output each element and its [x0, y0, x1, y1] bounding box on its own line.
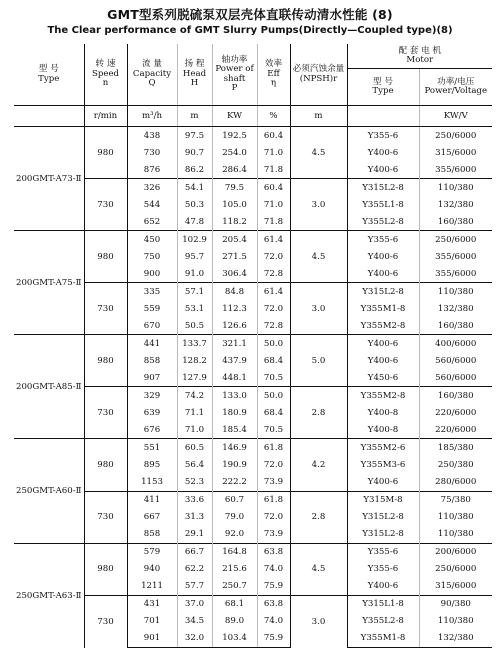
motor-type-cell: Y400-6 — [347, 248, 419, 265]
head-cell: 71.0 — [177, 421, 212, 439]
capacity-cell: 676 — [127, 421, 177, 439]
npsh-cell: 2.8 — [290, 387, 347, 439]
motor-type-cell: Y315L2-8 — [347, 509, 419, 526]
power-cell: 164.8 — [212, 543, 257, 561]
table-row — [14, 595, 492, 613]
speed-cell: 980 — [84, 127, 127, 179]
speed-cell: 730 — [84, 595, 127, 647]
head-cell: 53.1 — [177, 300, 212, 317]
table-row — [14, 543, 492, 561]
power-voltage-cell: 75/380 — [419, 491, 492, 509]
motor-type-cell: Y355-6 — [347, 561, 419, 578]
power-cell: 112.3 — [212, 300, 257, 317]
speed-cell: 730 — [84, 283, 127, 335]
power-voltage-cell: 220/6000 — [435, 407, 477, 418]
eff-cell: 63.8 — [257, 543, 290, 561]
power-cell: 92.0 — [212, 526, 257, 544]
head-cell: 97.5 — [177, 127, 212, 145]
power-voltage-cell: 250/6000 — [419, 231, 492, 249]
eff-cell: 63.8 — [257, 595, 290, 613]
power-voltage-cell: 160/380 — [437, 320, 474, 331]
unit-eff: % — [257, 106, 290, 127]
model-cell: 200GMT-A85-Ⅱ — [14, 335, 84, 439]
power-cell: 286.4 — [212, 161, 257, 179]
head-cell: 50.5 — [177, 317, 212, 335]
power-cell: 89.0 — [212, 613, 257, 630]
power-voltage-cell: 355/6000 — [435, 268, 477, 279]
capacity-cell: 858 — [127, 352, 177, 369]
motor-type-cell: Y400-6 — [347, 578, 419, 596]
speed-cell: 730 — [84, 387, 127, 439]
power-cell: 103.4 — [212, 630, 257, 648]
eff-cell: 61.4 — [257, 283, 290, 301]
power-voltage-cell: 315/6000 — [435, 581, 477, 592]
power-cell: 222.2 — [212, 474, 257, 492]
motor-type-cell: Y355M1-8 — [347, 300, 419, 317]
head-cell: 57.7 — [177, 578, 212, 596]
capacity-cell: 858 — [127, 526, 177, 544]
motor-type-cell: Y315L1-8 — [347, 595, 419, 613]
head-cell: 37.0 — [177, 595, 212, 613]
motor-type-cell: Y355L2-8 — [347, 213, 419, 231]
header-row-1 — [14, 44, 492, 69]
power-cell: 321.1 — [212, 335, 257, 353]
capacity-cell: 639 — [127, 404, 177, 421]
power-cell: 79.0 — [212, 509, 257, 526]
npsh-cell: 4.5 — [290, 127, 347, 179]
speed-cell: 730 — [84, 491, 127, 543]
power-cell: 133.0 — [212, 387, 257, 405]
unit-capacity: m³/h — [127, 106, 177, 127]
power-voltage-cell: 160/380 — [419, 387, 492, 405]
power-cell: 180.9 — [212, 404, 257, 421]
speed-cell: 980 — [84, 543, 127, 595]
capacity-cell: 940 — [127, 561, 177, 578]
power-voltage-cell: 250/6000 — [419, 127, 492, 145]
head-cell: 133.7 — [177, 335, 212, 353]
header-motor-type: 型 号 Type — [347, 69, 419, 106]
head-cell: 33.6 — [177, 491, 212, 509]
unit-motor-type — [347, 106, 419, 127]
head-cell: 47.8 — [177, 213, 212, 231]
power-voltage-cell: 560/6000 — [435, 355, 477, 366]
power-voltage-cell: 90/380 — [419, 595, 492, 613]
motor-type-cell: Y355-6 — [347, 231, 419, 249]
npsh-cell: 4.5 — [290, 231, 347, 283]
head-cell: 52.3 — [177, 474, 212, 492]
performance-table-body — [14, 127, 492, 648]
power-cell: 205.4 — [212, 231, 257, 249]
capacity-cell: 335 — [127, 283, 177, 301]
capacity-cell: 1211 — [127, 578, 177, 596]
power-voltage-cell: 200/6000 — [419, 543, 492, 561]
capacity-cell: 326 — [127, 179, 177, 197]
capacity-cell: 750 — [127, 248, 177, 265]
header-speed: 转 速 Speed n — [84, 44, 127, 106]
motor-type-cell: Y315M-8 — [347, 491, 419, 509]
power-voltage-cell: 110/380 — [419, 179, 492, 197]
power-cell: 185.4 — [212, 421, 257, 439]
capacity-cell: 559 — [127, 300, 177, 317]
head-cell: 29.1 — [177, 526, 212, 544]
power-cell: 306.4 — [212, 265, 257, 283]
capacity-cell: 652 — [127, 213, 177, 231]
eff-cell: 50.0 — [257, 335, 290, 353]
power-cell: 118.2 — [212, 213, 257, 231]
motor-type-cell: Y400-6 — [347, 144, 419, 161]
eff-cell: 68.4 — [257, 352, 290, 369]
power-cell: 79.5 — [212, 179, 257, 197]
motor-type-cell: Y315L2-8 — [347, 283, 419, 301]
unit-power: KW — [212, 106, 257, 127]
head-cell: 57.1 — [177, 283, 212, 301]
capacity-cell: 895 — [127, 457, 177, 474]
speed-cell: 980 — [84, 231, 127, 283]
page-title-cn: GMT型系列脱硫泵双层壳体直联传动清水性能 (8) — [107, 7, 393, 22]
head-cell: 86.2 — [177, 161, 212, 179]
capacity-cell: 701 — [127, 613, 177, 630]
eff-cell: 50.0 — [257, 387, 290, 405]
eff-cell: 75.9 — [257, 630, 290, 648]
eff-cell: 60.4 — [257, 179, 290, 197]
model-cell: 200GMT-A75-Ⅱ — [14, 231, 84, 335]
power-cell: 146.9 — [212, 439, 257, 457]
motor-type-cell: Y355-6 — [347, 127, 419, 145]
motor-type-cell: Y400-6 — [347, 352, 419, 369]
power-voltage-cell: 315/6000 — [435, 147, 477, 158]
power-voltage-cell: 250/380 — [437, 460, 474, 470]
head-cell: 91.0 — [177, 265, 212, 283]
header-eff: 效率 Eff η — [257, 44, 290, 106]
unit-head: m — [177, 106, 212, 127]
power-voltage-cell: 355/6000 — [435, 251, 477, 262]
eff-cell: 73.9 — [257, 526, 290, 544]
eff-cell: 72.0 — [257, 300, 290, 317]
power-voltage-cell: 110/380 — [437, 529, 474, 540]
eff-cell: 75.9 — [257, 578, 290, 596]
head-cell: 32.0 — [177, 630, 212, 648]
speed-cell: 980 — [84, 439, 127, 491]
motor-type-cell: Y355M2-8 — [347, 317, 419, 335]
eff-cell: 73.9 — [257, 474, 290, 492]
power-cell: 271.5 — [212, 248, 257, 265]
capacity-cell: 907 — [127, 369, 177, 387]
eff-cell: 71.8 — [257, 213, 290, 231]
power-cell: 84.8 — [212, 283, 257, 301]
eff-cell: 61.8 — [257, 439, 290, 457]
head-cell: 95.7 — [177, 248, 212, 265]
motor-type-cell: Y450-6 — [347, 369, 419, 387]
model-cell: 200GMT-A73-Ⅱ — [14, 127, 84, 231]
motor-type-cell: Y355M3-6 — [347, 457, 419, 474]
motor-type-cell: Y355-6 — [347, 543, 419, 561]
npsh-cell: 3.0 — [290, 595, 347, 647]
power-voltage-cell: 132/380 — [419, 630, 492, 648]
head-cell: 34.5 — [177, 613, 212, 630]
npsh-cell: 5.0 — [290, 335, 347, 387]
eff-cell: 61.8 — [257, 491, 290, 509]
motor-type-cell: Y315L2-8 — [347, 179, 419, 197]
power-voltage-cell: 110/380 — [437, 512, 474, 523]
capacity-cell: 579 — [127, 543, 177, 561]
eff-cell: 61.4 — [257, 231, 290, 249]
table-row — [14, 231, 492, 249]
head-cell: 71.1 — [177, 404, 212, 421]
eff-cell: 74.0 — [257, 561, 290, 578]
eff-cell: 71.8 — [257, 161, 290, 179]
power-cell: 250.7 — [212, 578, 257, 596]
capacity-cell: 730 — [127, 144, 177, 161]
head-cell: 90.7 — [177, 144, 212, 161]
power-voltage-cell: 110/380 — [437, 616, 474, 627]
motor-type-cell: Y400-8 — [347, 404, 419, 421]
header-type: 型 号 Type — [14, 44, 84, 106]
power-cell: 215.6 — [212, 561, 257, 578]
unit-npsh: m — [290, 106, 347, 127]
capacity-cell: 551 — [127, 439, 177, 457]
eff-cell: 71.0 — [257, 144, 290, 161]
eff-cell: 71.0 — [257, 196, 290, 213]
power-voltage-cell: 132/380 — [437, 199, 474, 210]
power-voltage-cell: 400/6000 — [419, 335, 492, 353]
capacity-cell: 900 — [127, 265, 177, 283]
table-row — [14, 387, 492, 405]
npsh-cell: 2.8 — [290, 491, 347, 543]
head-cell: 66.7 — [177, 543, 212, 561]
capacity-cell: 1153 — [127, 474, 177, 492]
table-row — [14, 335, 492, 353]
units-row — [14, 106, 492, 127]
eff-cell: 72.0 — [257, 509, 290, 526]
capacity-cell: 438 — [127, 127, 177, 145]
motor-type-cell: Y355M1-8 — [347, 630, 419, 648]
power-cell: 254.0 — [212, 144, 257, 161]
speed-cell: 730 — [84, 179, 127, 231]
eff-cell: 70.5 — [257, 369, 290, 387]
model-cell: 250GMT-A60-Ⅱ — [14, 439, 84, 543]
capacity-cell: 431 — [127, 595, 177, 613]
capacity-cell: 329 — [127, 387, 177, 405]
table-row — [14, 179, 492, 197]
table-row — [14, 127, 492, 145]
page-title-en: The Clear performance of GMT Slurry Pumps(Directly—Coupled type)(8) — [47, 25, 453, 36]
speed-cell: 980 — [84, 335, 127, 387]
head-cell: 127.9 — [177, 369, 212, 387]
head-cell: 128.2 — [177, 352, 212, 369]
capacity-cell: 670 — [127, 317, 177, 335]
head-cell: 74.2 — [177, 387, 212, 405]
power-cell: 437.9 — [212, 352, 257, 369]
table-row — [14, 283, 492, 301]
eff-cell: 70.5 — [257, 421, 290, 439]
head-cell: 54.1 — [177, 179, 212, 197]
npsh-cell: 4.5 — [290, 543, 347, 595]
power-voltage-cell: 185/380 — [419, 439, 492, 457]
power-voltage-cell: 280/6000 — [435, 477, 477, 488]
power-voltage-cell: 560/6000 — [435, 372, 477, 383]
table-row — [14, 491, 492, 509]
motor-type-cell: Y400-6 — [347, 161, 419, 179]
eff-cell: 72.0 — [257, 457, 290, 474]
capacity-cell: 876 — [127, 161, 177, 179]
eff-cell: 72.8 — [257, 265, 290, 283]
power-voltage-cell: 220/6000 — [435, 424, 477, 435]
power-cell: 60.7 — [212, 491, 257, 509]
motor-type-cell: Y355M2-8 — [347, 387, 419, 405]
eff-cell: 60.4 — [257, 127, 290, 145]
power-voltage-cell: 250/6000 — [435, 564, 477, 575]
power-cell: 105.0 — [212, 196, 257, 213]
npsh-cell: 3.0 — [290, 283, 347, 335]
motor-type-cell: Y355L1-8 — [347, 196, 419, 213]
eff-cell: 68.4 — [257, 404, 290, 421]
head-cell: 102.9 — [177, 231, 212, 249]
motor-type-cell: Y355M2-6 — [347, 439, 419, 457]
head-cell: 56.4 — [177, 457, 212, 474]
head-cell: 62.2 — [177, 561, 212, 578]
unit-type — [14, 106, 84, 127]
unit-speed: r/min — [84, 106, 127, 127]
eff-cell: 72.0 — [257, 248, 290, 265]
eff-cell: 72.8 — [257, 317, 290, 335]
header-power: 轴功率 Power of shaft P — [212, 44, 257, 106]
header-power-voltage: 功率/电压 Power/Voltage — [419, 69, 492, 106]
power-cell: 126.6 — [212, 317, 257, 335]
head-cell: 50.3 — [177, 196, 212, 213]
npsh-cell: 3.0 — [290, 179, 347, 231]
eff-cell: 74.0 — [257, 613, 290, 630]
capacity-cell: 901 — [127, 630, 177, 648]
table-row — [14, 439, 492, 457]
header-npsh: 必须汽蚀余量 (NPSH)r — [290, 44, 347, 106]
power-voltage-cell: 132/380 — [437, 303, 474, 314]
power-voltage-cell: 110/380 — [419, 283, 492, 301]
header-head: 扬 程 Head H — [177, 44, 212, 106]
capacity-cell: 667 — [127, 509, 177, 526]
power-cell: 68.1 — [212, 595, 257, 613]
capacity-cell: 450 — [127, 231, 177, 249]
motor-type-cell: Y355L2-8 — [347, 613, 419, 630]
motor-type-cell: Y315L2-8 — [347, 526, 419, 544]
motor-type-cell: Y400-6 — [347, 335, 419, 353]
capacity-cell: 544 — [127, 196, 177, 213]
head-cell: 60.5 — [177, 439, 212, 457]
npsh-cell: 4.2 — [290, 439, 347, 491]
head-cell: 31.3 — [177, 509, 212, 526]
performance-table — [14, 44, 492, 648]
capacity-cell: 441 — [127, 335, 177, 353]
unit-power-voltage: KW/V — [419, 106, 492, 127]
motor-type-cell: Y400-6 — [347, 474, 419, 492]
power-voltage-cell: 160/380 — [437, 216, 474, 227]
header-motor: 配 套 电 机 Motor — [347, 44, 492, 69]
power-voltage-cell: 355/6000 — [435, 164, 477, 175]
capacity-cell: 411 — [127, 491, 177, 509]
model-cell: 250GMT-A63-Ⅱ — [14, 543, 84, 647]
motor-type-cell: Y400-8 — [347, 421, 419, 439]
power-cell: 190.9 — [212, 457, 257, 474]
header-capacity: 流 量 Capacity Q — [127, 44, 177, 106]
power-cell: 192.5 — [212, 127, 257, 145]
power-cell: 448.1 — [212, 369, 257, 387]
motor-type-cell: Y400-6 — [347, 265, 419, 283]
